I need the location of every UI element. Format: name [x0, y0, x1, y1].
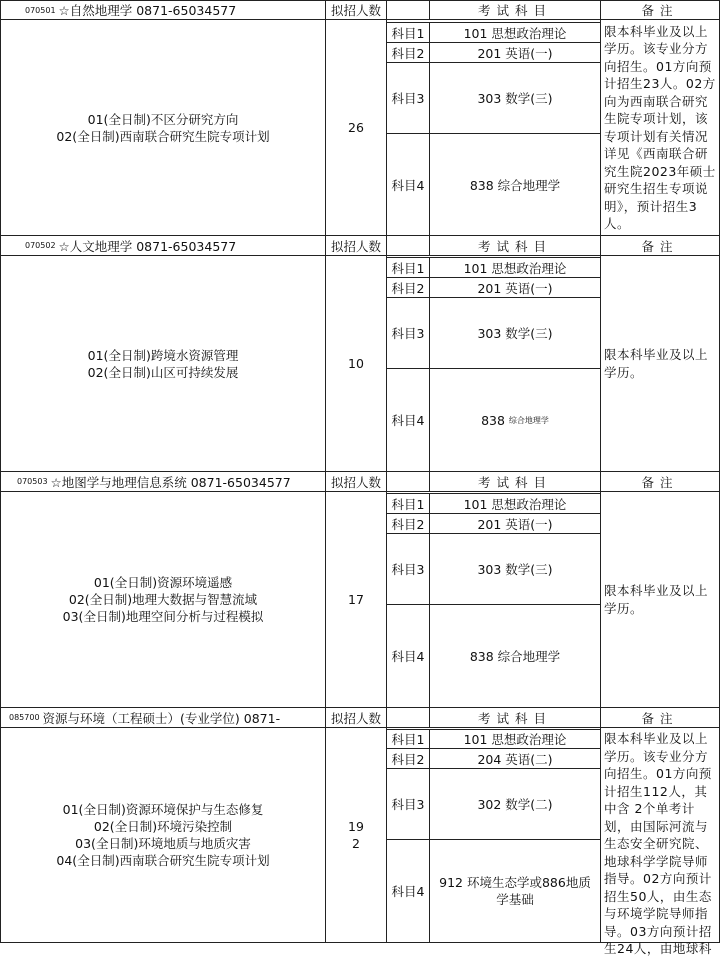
subject-value: 201 英语(一) — [429, 42, 601, 63]
direction-item: 01(全日制)跨境水资源管理 — [87, 347, 239, 363]
count-cell: 10 — [325, 255, 387, 472]
direction-item: 04(全日制)西南联合研究生院专项计划 — [56, 853, 270, 868]
count-header: 拟招人数 — [325, 707, 387, 728]
program-title-cell — [0, 707, 326, 728]
subject-value-extra: 综合地理学 — [508, 415, 549, 425]
count-cell: 17 — [325, 491, 387, 708]
program-title: ☆地图学与地理信息系统 0871-65034577 — [50, 474, 291, 490]
subject-label: 科目4 — [386, 839, 430, 943]
blank-header — [386, 235, 430, 256]
program-code: 070501 — [25, 5, 56, 15]
subject-value: 101 思想政治理论 — [429, 22, 601, 43]
program-title: ☆人文地理学 0871-65034577 — [58, 238, 237, 254]
subject-value: 101 思想政治理论 — [429, 729, 601, 749]
count-header: 拟招人数 — [325, 0, 387, 20]
subject-value: 201 英语(一) — [429, 513, 601, 534]
direction-item: 02(全日制)西南联合研究生院专项计划 — [56, 128, 270, 144]
subject-value: 101 思想政治理论 — [429, 257, 601, 278]
direction-item: 01(全日制)资源环境遥感 — [93, 575, 233, 590]
direction-item: 02(全日制)地理大数据与智慧流域 — [68, 592, 258, 607]
count-cell: 26 — [325, 19, 387, 236]
subjects-header: 考试科目 — [429, 235, 601, 256]
program-section-070501 — [0, 0, 720, 236]
subject-value: 838 — [481, 412, 505, 428]
count-value-2: 2 — [352, 836, 360, 851]
subject-value: 838 综合地理学 — [429, 604, 601, 708]
subject-value: 303 数学(三) — [429, 62, 601, 134]
subject-value: 838 综合地理学 — [429, 133, 601, 236]
note-cell: 限本科毕业及以上学历。 — [600, 491, 720, 708]
count-cell — [325, 727, 387, 943]
program-title: 资源与环境（工程硕士）(专业学位) 0871- — [42, 710, 281, 726]
subject-label: 科目2 — [386, 42, 430, 63]
direction-item: 01(全日制)不区分研究方向 — [87, 111, 239, 127]
subject-label: 科目4 — [386, 368, 430, 472]
subject-label: 科目3 — [386, 768, 430, 840]
subjects-header: 考试科目 — [429, 471, 601, 492]
blank-header — [386, 0, 430, 20]
blank-header — [386, 471, 430, 492]
program-title-cell — [0, 471, 326, 492]
direction-item: 02(全日制)山区可持续发展 — [87, 364, 239, 380]
notes-header: 备注 — [600, 707, 720, 728]
directions-cell — [0, 727, 326, 943]
subject-label: 科目1 — [386, 729, 430, 749]
note-cell: 限本科毕业及以上学历。该专业分方向招生。01方向预计招生23人。02方向为西南联合研究生院专项计划，该专项计划有关情况详见《西南联合研究生院2023年硕士研究生招生专项说明》，预计招生3人。 — [600, 19, 720, 236]
subjects-header: 考试科目 — [429, 707, 601, 728]
count-header: 拟招人数 — [325, 235, 387, 256]
subject-label: 科目2 — [386, 748, 430, 769]
subject-label: 科目3 — [386, 62, 430, 134]
program-section-085700 — [0, 707, 720, 956]
subject-value: 302 数学(二) — [429, 768, 601, 840]
program-section-070503 — [0, 471, 720, 708]
subject-label: 科目3 — [386, 533, 430, 605]
subject-value: 303 数学(三) — [429, 533, 601, 605]
directions-cell — [0, 491, 326, 708]
subject-value: 912 环境生态学或886地质学基础 — [429, 839, 601, 943]
subject-label: 科目3 — [386, 297, 430, 369]
subject-value: 101 思想政治理论 — [429, 493, 601, 514]
subject-label: 科目4 — [386, 133, 430, 236]
program-section-070502 — [0, 235, 720, 472]
notes-header: 备注 — [600, 235, 720, 256]
direction-item: 02(全日制)环境污染控制 — [93, 819, 233, 834]
program-code: 070502 — [25, 241, 56, 250]
subject-label: 科目1 — [386, 22, 430, 43]
program-title: ☆自然地理学 0871-65034577 — [58, 3, 237, 18]
program-title-cell — [0, 0, 326, 20]
directions-cell — [0, 255, 326, 472]
subject-value: 201 英语(一) — [429, 277, 601, 298]
direction-item: 01(全日制)资源环境保护与生态修复 — [62, 802, 264, 817]
count-header: 拟招人数 — [325, 471, 387, 492]
note-cell: 限本科毕业及以上学历。 — [600, 255, 720, 472]
subjects-header: 考试科目 — [429, 0, 601, 20]
subject-label: 科目2 — [386, 513, 430, 534]
notes-header: 备注 — [600, 0, 720, 20]
program-code: 070503 — [17, 477, 48, 486]
subject-value: 204 英语(二) — [429, 748, 601, 769]
subject-label: 科目1 — [386, 493, 430, 514]
program-code: 085700 — [9, 713, 40, 722]
program-title-cell — [0, 235, 326, 256]
notes-header: 备注 — [600, 471, 720, 492]
note-cell: 限本科毕业及以上学历。该专业分方向招生。01方向预计招生112人，其中含 2个单考计划，由国际河流与生态安全研究院、地球科学学院导师指导。02方向预计招生50人，由生态与环境学院导师指导。03方向预计招生24人，由地球科 — [600, 727, 720, 943]
subject-label: 科目4 — [386, 604, 430, 708]
directions-cell — [0, 19, 326, 236]
count-value: 19 — [348, 819, 364, 834]
subject-label: 科目1 — [386, 257, 430, 278]
subject-value-cell — [429, 368, 601, 472]
direction-item: 03(全日制)地理空间分析与过程模拟 — [62, 609, 264, 624]
blank-header — [386, 707, 430, 728]
subject-value: 303 数学(三) — [429, 297, 601, 369]
direction-item: 03(全日制)环境地质与地质灾害 — [75, 836, 251, 851]
subject-label: 科目2 — [386, 277, 430, 298]
